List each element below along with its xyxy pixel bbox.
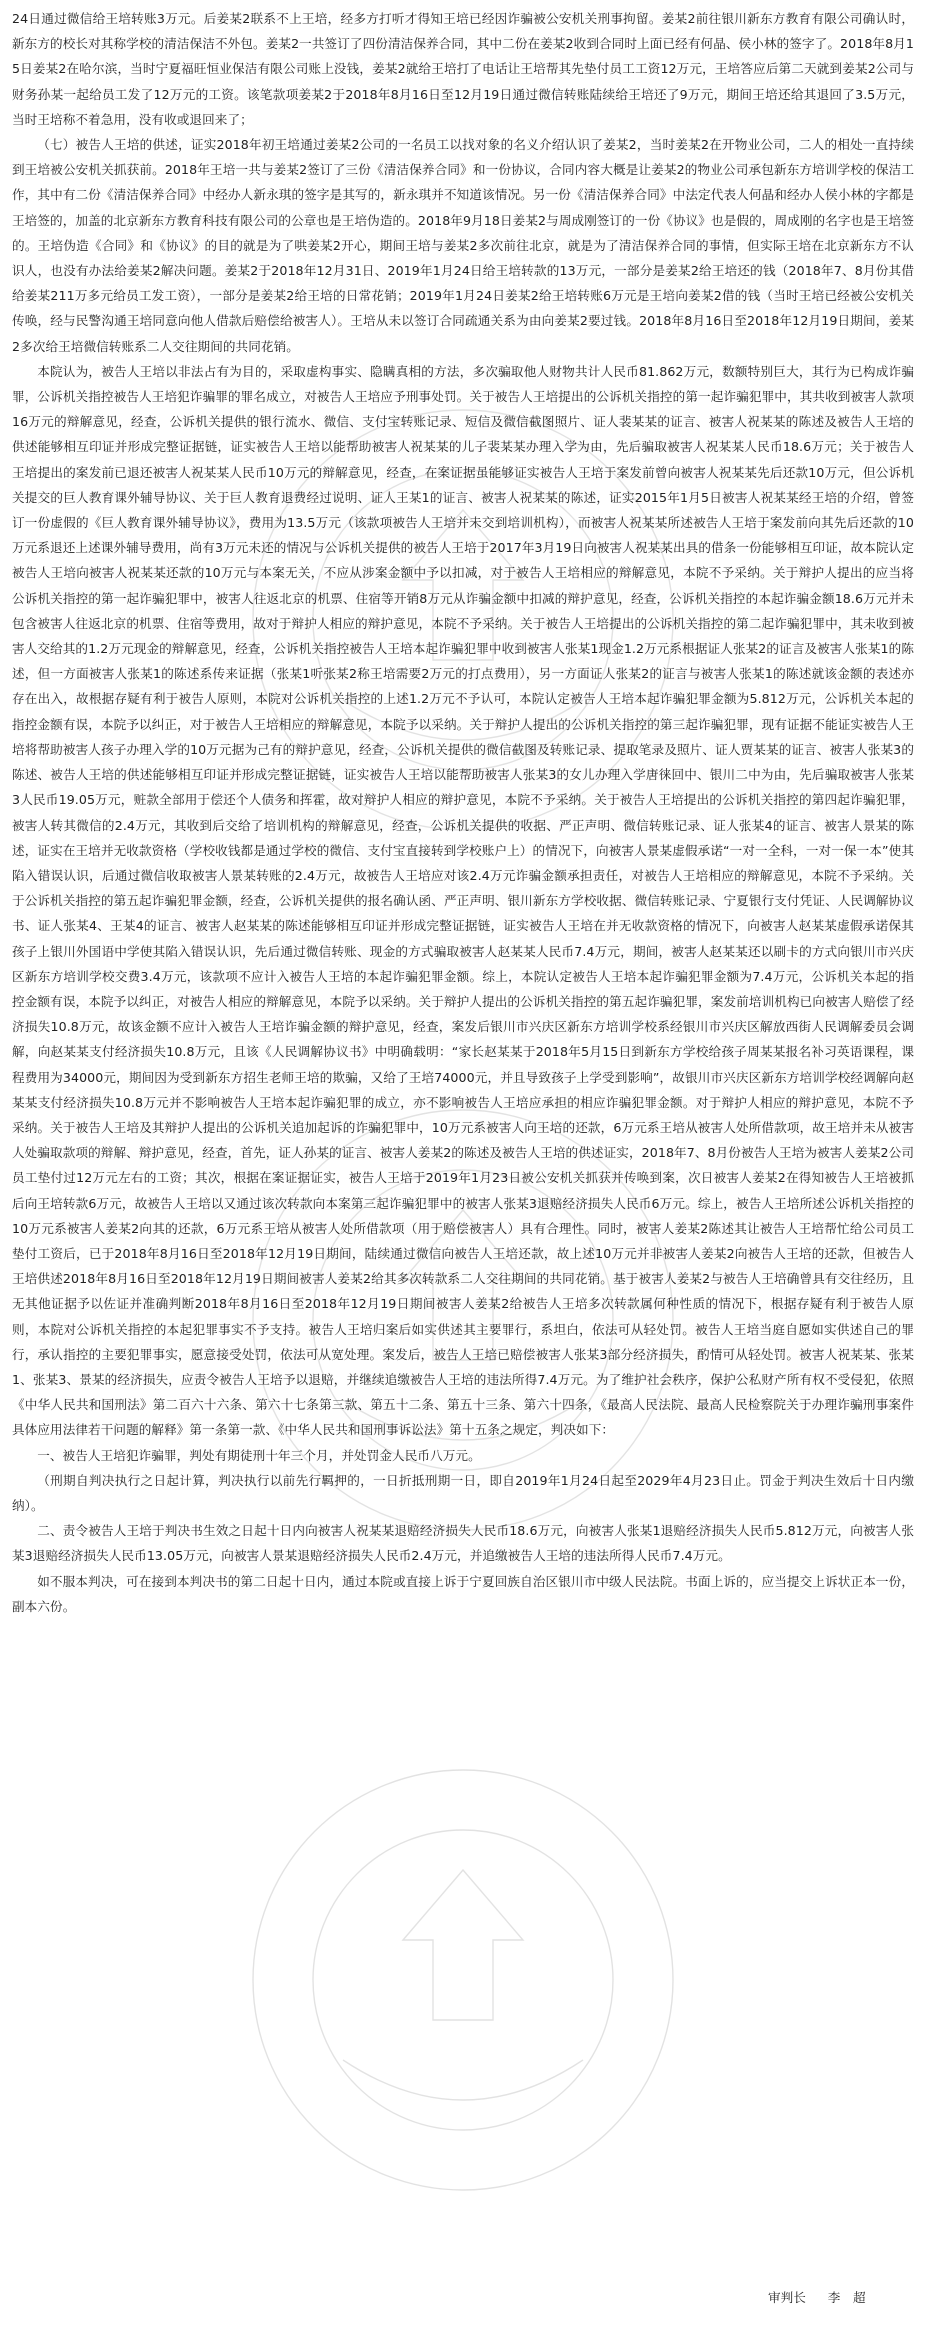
paragraph-verdict-item-2: 二、责令被告人王培于判决书生效之日起十日内向被害人祝某某退赔经济损失人民币18.6万元，向被害人张某1退赔经济损失人民币5.812万元，向被害人张某3退赔经济损失人民币13.05万元，向被害人景某退赔经济损失人民币2.4万元，并追缴被告人王培的违法所得人民币7.4万元。 bbox=[12, 1523, 914, 1564]
paragraph-defendant-statement: （七）被告人王培的供述，证实2018年初王培通过姜某2公司的一名员工以找对象的名义介绍认识了姜某2，当时姜某2在开物业公司，二人的相处一直持续到王培被公安机关抓获前。2018年王培一共与姜某2签订了三份《清洁保养合同》和一份协议，合同内容大概是让姜某2的物业公司承包新东方培训学校的保洁工作，其中有二份《清洁保养合同》中经办人新永琪的签字是其写的，新永琪并不知道该情况。另一份《清洁保养合同》中法定代表人何晶和经办人侯小林的字都是王培签的，加盖的北京新东方教育科技有限公司的公章也是王培伪造的。2018年9月18日姜某2与周成刚签订的一份《协议》也是假的，周成刚的名字也是王培签的。王培伪造《合同》和《协议》的目的就是为了哄姜某2开心，期间王培与姜某2多次前往北京，就是为了清洁保养合同的事情，但实际王培在北京新东方不认识人，也没有办法给姜某2解决问题。姜某2于2018年12月31日、2019年1月24日给王培转款的13万元，一部分是姜某2给王培还的钱（2018年7、8月份其借给姜某211万多元给员工发工资），一部分是姜某2给王培的日常花销；2019年1月24日姜某2给王培转账6万元是王培向姜某2借的钱（当时王培已经被公安机关传唤，经与民警沟通王培同意向他人借款后赔偿给被害人）。王培从未以签订合同疏通关系为由向姜某2要过钱。2018年8月16日至2018年12月19日期间，姜某2多次给王培微信转账系二人交往期间的共同花销。 bbox=[12, 137, 914, 354]
paragraph-verdict-item-1: 一、被告人王培犯诈骗罪，判处有期徒刑十年三个月，并处罚金人民币八万元。 bbox=[37, 1447, 481, 1463]
paragraph-sentence-term: （刑期自判决执行之日起计算，判决执行以前先行羁押的，一日折抵刑期一日，即自2019年1月24日起至2029年4月23日止。罚金于判决生效后十日内缴纳）。 bbox=[12, 1472, 914, 1513]
signature-line bbox=[768, 2287, 866, 2306]
signature-role: 审判长 bbox=[768, 2290, 806, 2305]
signature-name: 李 超 bbox=[827, 2290, 866, 2305]
paragraph-court-opinion: 本院认为，被告人王培以非法占有为目的，采取虚构事实、隐瞒真相的方法，多次骗取他人财物共计人民币81.862万元，数额特别巨大，其行为已构成诈骗罪，公诉机关指控被告人王培犯诈骗罪的罪名成立，对被告人王培应予刑事处罚。关于被告人王培提出的公诉机关指控的第一起诈骗犯罪中，其共收到被害人款项16万元的辩解意见，经查，公诉机关提供的银行流水、微信、支付宝转账记录、短信及微信截图照片、证人裴某某的证言、被害人祝某某的陈述及被告人王培的供述能够相互印证并形成完整证据链，证实被告人王培以能帮助被害人祝某某的儿子裴某某办理入学为由，先后骗取被害人祝某某人民币18.6万元；关于被告人王培提出的案发前已退还被害人祝某某人民币10万元的辩解意见，经查，在案证据虽能够证实被告人王培于案发前曾向被害人祝某某先后还款10万元，但公诉机关提交的巨人教育课外辅导协议、关于巨人教育退费经过说明、证人王某1的证言、被害人祝某某的陈述，证实2015年1月5日被害人祝某某经王培的介绍，曾签订一份虚假的《巨人教育课外辅导协议》，费用为13.5万元（该款项被告人王培并未交到培训机构），而被害人祝某某所述被告人王培于案发前向其先后还款的10万元系退还上述课外辅导费用，尚有3万元未还的情况与公诉机关提供的被告人王培于2017年3月19日向被害人祝某某出具的借条一份能够相互印证，故本院认定被告人王培向被害人祝某某还款的10万元与本案无关，不应从涉案金额中予以扣减，对于被告人王培相应的辩解意见，本院不予采纳。关于辩护人提出的应当将公诉机关指控的第一起诈骗犯罪中，被害人往返北京的机票、住宿等开销8万元从诈骗金额中扣减的辩护意见，经查，公诉机关指控的本起诈骗金额18.6万元并未包含被害人往返北京的机票、住宿等费用，故对于辩护人相应的辩护意见，本院不予采纳。关于被告人王培提出的公诉机关指控的第二起诈骗犯罪中，其未收到被害人交给其的1.2万元现金的辩解意见，经查，公诉机关指控被告人王培本起诈骗犯罪中收到被害人张某1现金1.2万元系根据证人张某2的证言及被害人张某1的陈述，但一方面被害人张某1的陈述系传来证据（张某1听张某2称王培需要2万元的打点费用），另一方面证人张某2的证言与被害人张某1的陈述就该金额的表述亦存在出入，故根据存疑有利于被告人原则，本院对公诉机关指控的上述1.2万元不予认可，本院认定被告人王培本起诈骗犯罪金额为5.812万元，公诉机关本起的指控金额有误，本院予以纠正，对于被告人王培相应的辩解意见，本院予以采纳。关于辩护人提出的公诉机关指控的第三起诈骗犯罪，现有证据不能证实被告人王培将帮助被害人孩子办理入学的10万元据为己有的辩护意见，经查，公诉机关提供的微信截图及转账记录、提取笔录及照片、证人贾某某的证言、被害人张某3的陈述、被告人王培的供述能够相互印证并形成完整证据链，证实被告人王培以能帮助被害人张某3的女儿办理入学唐徕回中、银川二中为由，先后骗取被害人张某3人民币19.05万元，赃款全部用于偿还个人债务和挥霍，故对辩护人相应的辩护意见，本院不予采纳。关于被告人王培提出的公诉机关指控的第四起诈骗犯罪，被害人转其微信的2.4万元，其收到后交给了培训机构的辩解意见，经查，公诉机关提供的收据、严正声明、微信转账记录、证人张某4的证言、被害人景某的陈述，证实在王培并无收款资格（学校收钱都是通过学校的微信、支付宝直接转到学校账户上）的情况下，向被害人景某虚假承诺“一对一全科，一对一保一本”使其陷入错误认识，后通过微信收取被害人景某转账的2.4万元，故被告人王培应对该2.4万元诈骗金额承担责任，对被告人王培相应的辩解意见，本院不予采纳。关于公诉机关指控的第五起诈骗犯罪金额，经查，公诉机关提供的报名确认函、严正声明、银川新东方学校收据、微信转账记录、宁夏银行支付凭证、人民调解协议书、证人张某4、王某4的证言、被害人赵某某的陈述能够相互印证并形成完整证据链，证实被告人王培在并无收款资格的情况下，向被害人赵某某虚假承诺保其孩子上银川外国语中学使其陷入错误认识，先后通过微信转账、现金的方式骗取被害人赵某某人民币7.4万元，期间，被害人赵某某还以刷卡的方式向银川市兴庆区新东方培训学校交费3.4万元，该款项不应计入被告人王培的本起诈骗犯罪金额。综上，本院认定被告人王培本起诈骗犯罪金额为7.4万元，公诉机关本起的指控金额有误，本院予以纠正，对被告人相应的辩解意见，本院予以采纳。关于辩护人提出的公诉机关指控的第五起诈骗犯罪，案发前培训机构已向被害人赔偿了经济损失10.8万元，故该金额不应计入被告人王培诈骗金额的辩护意见，经查，案发后银川市兴庆区新东方培训学校系经银川市兴庆区解放西街人民调解委员会调解，向赵某某支付经济损失10.8万元，且该《人民调解协议书》中明确载明：“家长赵某某于2018年5月15日到新东方学校给孩子周某某报名补习英语课程，课程费用为34000元，期间因为受到新东方招生老师王培的欺骗，又给了王培74000元，并且导致孩子上学受到影响”，故银川市兴庆区新东方培训学校经调解向赵某某支付经济损失10.8万元并不影响被告人王培本起诈骗犯罪的成立，亦不影响被告人王培应承担的相应诈骗犯罪金额。对于辩护人相应的辩护意见，本院不予采纳。关于被告人王培及其辩护人提出的公诉机关追加起诉的诈骗犯罪中，10万元系被害人向王培的还款，6万元系王培从被害人处所借款项，故王培并未从被害人处骗取款项的辩解、辩护意见，经查，首先，证人孙某的证言、被害人姜某2的陈述及被告人王培的供述证实，2018年7、8月份被告人王培为被害人姜某2公司员工垫付过12万元左右的工资；其次，根据在案证据证实，被告人王培于2019年1月23日被公安机关抓获并传唤到案，次日被害人姜某2在得知被告人王培被抓后向王培转款6万元，故被告人王培以又通过该次转款向本案第三起诈骗犯罪中的被害人张某3退赔经济损失人民币6万元。综上，被告人王培所述公诉机关指控的10万元系被害人姜某2向其的还款，6万元系王培从被害人处所借款项（用于赔偿被害人）具有合理性。同时，被害人姜某2陈述其让被告人王培帮忙给公司员工垫付工资后，已于2018年8月16日至2018年12月19日期间，陆续通过微信向被告人王培还款，故上述10万元并非被害人姜某2向被告人王培的还款，但被告人王培供述2018年8月16日至2018年12月19日期间被害人姜某2给其多次转款系二人交往期间的共同花销。基于被害人姜某2与被告人王培确曾具有交往经历，且无其他证据予以佐证并准确判断2018年8月16日至2018年12月19日期间被害人姜某2给被告人王培多次转款属何种性质的情况下，根据存疑有利于被告人原则，本院对公诉机关指控的本起犯罪事实不予支持。被告人王培归案后如实供述其主要罪行，系坦白，依法可从轻处罚。被告人王培当庭自愿如实供述自己的罪行，承认指控的主要犯罪事实，愿意接受处罚，依法可从宽处理。案发后，被告人王培已赔偿被害人张某3部分经济损失，酌情可从轻处罚。被害人祝某某、张某1、张某3、景某的经济损失，应责令被告人王培予以退赔，并继续追缴被告人王培的违法所得7.4万元。为了维护社会秩序，保护公私财产所有权不受侵犯，依照《中华人民共和国刑法》第二百六十六条、第六十七条第三款、第五十二条、第五十三条、第六十四条，《最高人民法院、最高人民检察院关于办理诈骗刑事案件具体应用法律若干问题的解释》第一条第一款、《中华人民共和国刑事诉讼法》第十五条之规定，判决如下： bbox=[12, 363, 914, 1438]
judgment-body bbox=[12, 6, 914, 1619]
paragraph-testimony-continuation: 24日通过微信给王培转账3万元。后姜某2联系不上王培，经多方打听才得知王培已经因诈骗被公安机关刑事拘留。姜某2前往银川新东方教育有限公司确认时，新东方的校长对其称学校的清洁保洁不外包。姜某2一共签订了四份清洁保养合同，其中二份在姜某2收到合同时上面已经有何晶、侯小林的签字了。2018年8月15日姜某2在哈尔滨，当时宁夏福旺恒业保洁有限公司账上没钱，姜某2就给王培打了电话让王培帮其先垫付员工工资12万元，王培答应后第二天就到姜某2公司与财务孙某一起给员工发了12万元的工资。该笔款项姜某2于2018年8月16日至12月19日通过微信转账陆续给王培还了9万元，期间王培还给其退回了3.5万元，当时王培称不着急用，没有收或退回来了； bbox=[12, 11, 914, 127]
paragraph-appeal-notice: 如不服本判决，可在接到本判决书的第二日起十日内，通过本院或直接上诉于宁夏回族自治区银川市中级人民法院。书面上诉的，应当提交上诉状正本一份，副本六份。 bbox=[12, 1573, 914, 1614]
